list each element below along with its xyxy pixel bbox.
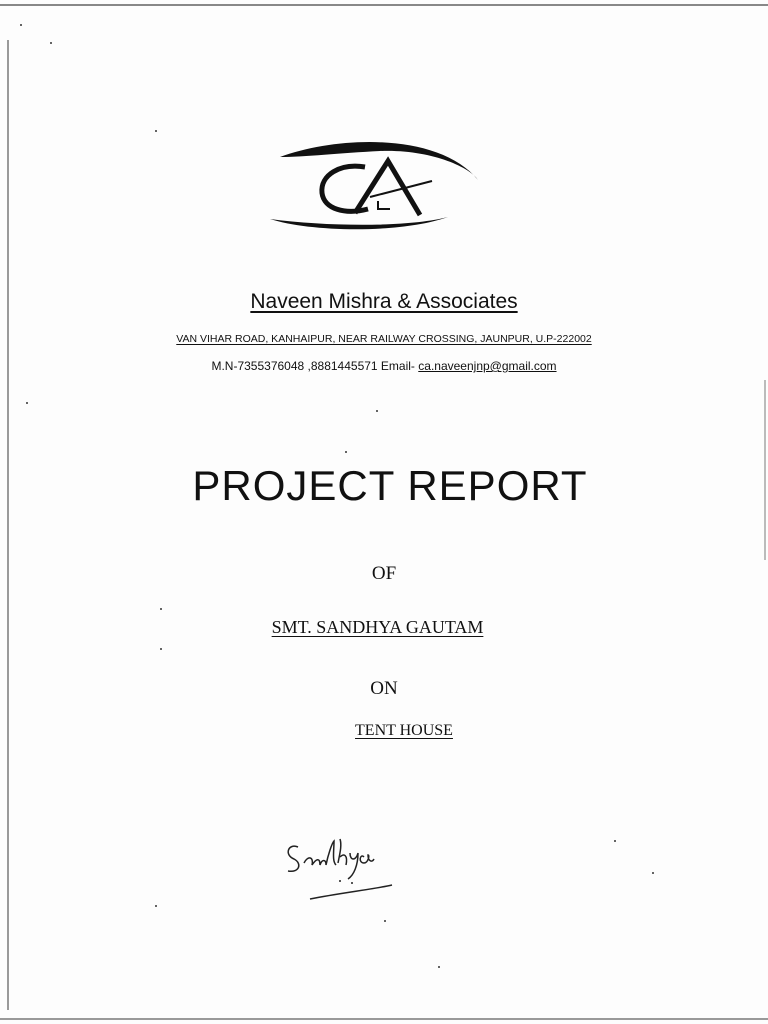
email-link[interactable]: ca.naveenjnp@gmail.com [418,359,557,373]
scan-border-bottom [0,1018,768,1020]
scan-speck [376,410,378,412]
scan-speck [50,42,52,44]
scan-speck [614,840,616,842]
ca-logo-icon [270,135,485,235]
signature-icon [280,835,400,910]
scan-speck [155,905,157,907]
scan-speck [438,966,440,968]
report-title: PROJECT REPORT [192,462,588,509]
phone-text: M.N-7355376048 ,8881445571 Email- [211,359,415,373]
firm-address: VAN VIHAR ROAD, KANHAIPUR, NEAR RAILWAY CROSSING, JAUNPUR, U.P-222002 [176,333,592,345]
scan-speck [155,130,157,132]
of-label: OF [371,563,397,584]
scan-border-top [0,4,768,6]
scan-speck [160,608,162,610]
on-label: ON [370,678,398,699]
firm-name: Naveen Mishra & Associates [250,290,518,313]
client-name: SMT. SANDHYA GAUTAM [271,617,484,637]
scan-speck [26,402,28,404]
scan-speck [345,451,347,453]
scan-speck [384,920,386,922]
firm-contact [0,359,768,373]
scan-speck [20,24,22,26]
report-subject: TENT HOUSE [355,722,453,739]
scan-speck [160,648,162,650]
scan-border-left [7,40,9,1010]
scan-speck [652,872,654,874]
